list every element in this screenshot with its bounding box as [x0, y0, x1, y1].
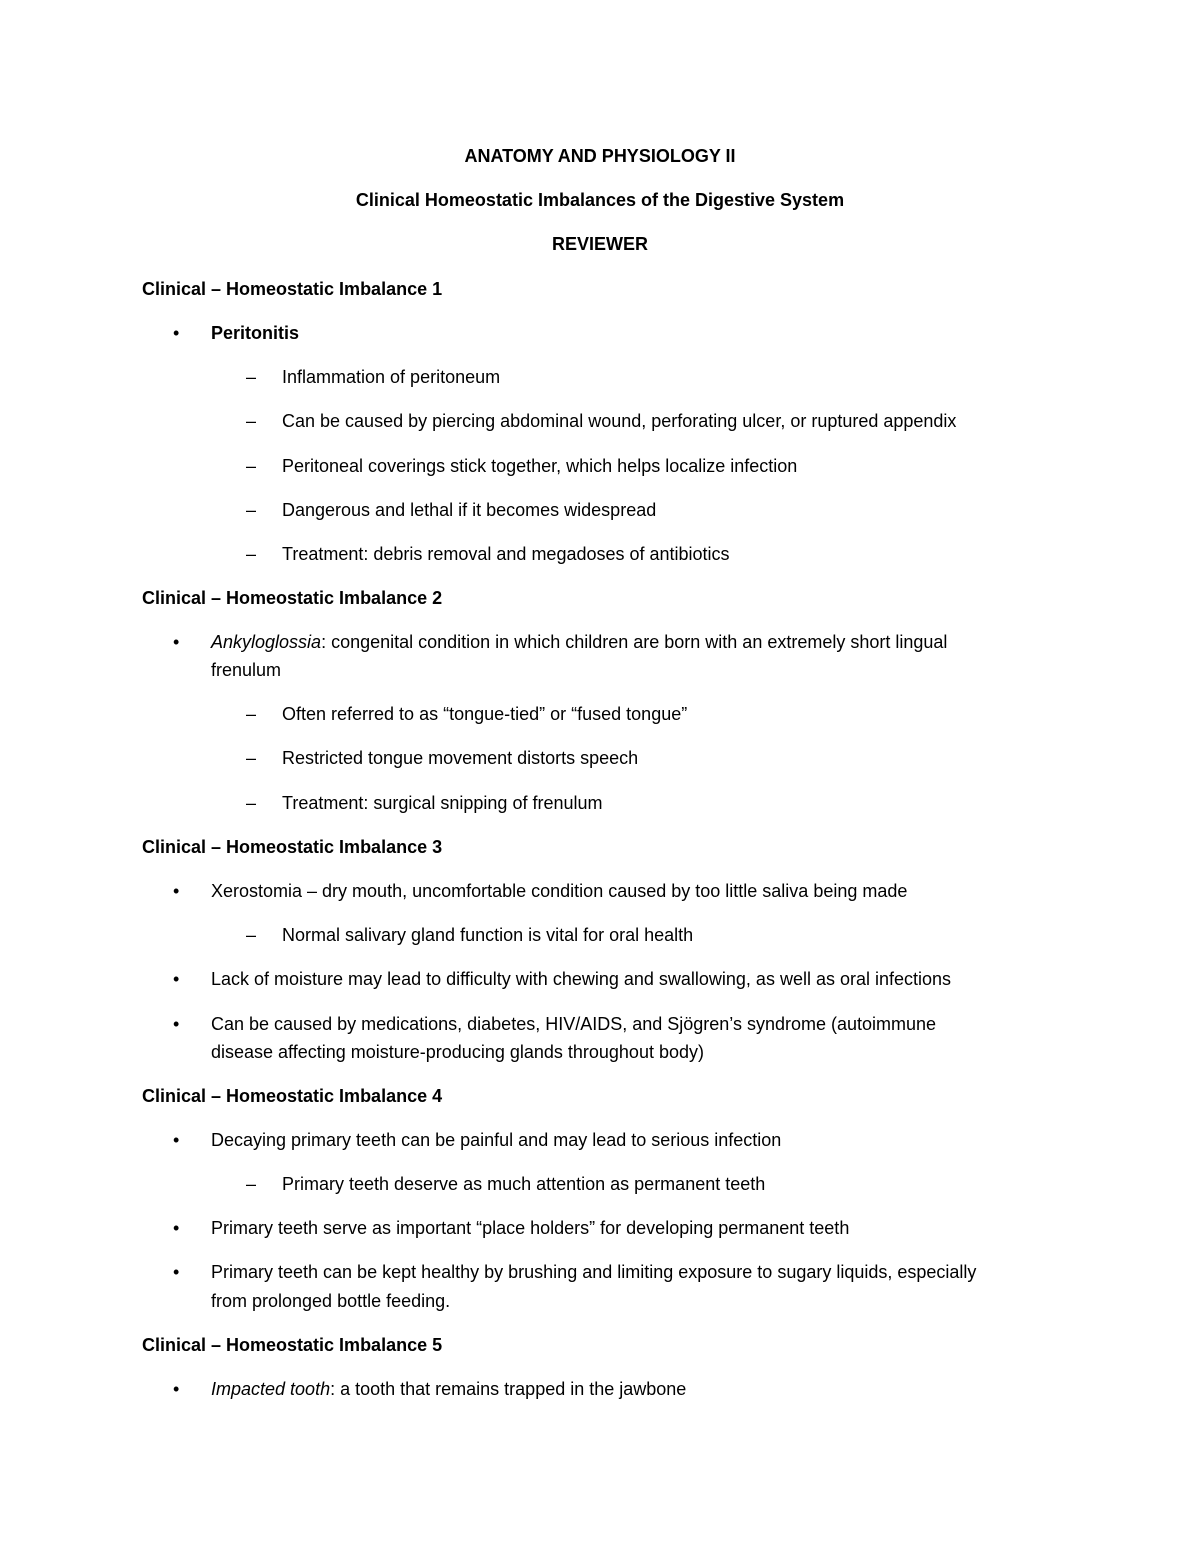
sub-bullet-text: Treatment: surgical snipping of frenulum — [282, 793, 603, 813]
bullet-text-continued: frenulum — [211, 660, 282, 680]
bullet-icon: • — [173, 1218, 180, 1238]
document-subtitle: Clinical Homeostatic Imbalances of the Digestive System — [355, 190, 845, 210]
document-title: ANATOMY AND PHYSIOLOGY II — [464, 146, 736, 166]
dash-icon: – — [246, 748, 257, 768]
sub-bullet-text: Primary teeth deserve as much attention as permanent teeth — [282, 1174, 766, 1194]
dash-icon: – — [246, 500, 257, 520]
bullet-text — [211, 631, 947, 653]
sub-bullet-text: Dangerous and lethal if it becomes widespread — [282, 500, 657, 520]
bullet-text: Primary teeth can be kept healthy by brushing and limiting exposure to sugary liquids, especially — [211, 1262, 977, 1282]
dash-icon: – — [246, 793, 257, 813]
dash-icon: – — [246, 925, 257, 945]
dash-icon: – — [246, 704, 257, 724]
section-heading-4: Clinical – Homeostatic Imbalance 4 — [142, 1086, 443, 1106]
term-text: Impacted tooth — [211, 1379, 331, 1399]
section-heading-3: Clinical – Homeostatic Imbalance 3 — [142, 837, 443, 857]
sub-bullet-text: Normal salivary gland function is vital for oral health — [282, 925, 694, 945]
sub-bullet-text: Inflammation of peritoneum — [282, 367, 501, 387]
bullet-icon: • — [173, 323, 180, 343]
bullet-icon: • — [173, 1379, 180, 1399]
bullet-icon: • — [173, 632, 180, 652]
bullet-text: Peritonitis — [211, 323, 300, 343]
bullet-icon: • — [173, 969, 180, 989]
definition-text: : a tooth that remains trapped in the jawbone — [330, 1379, 687, 1399]
section-heading-1: Clinical – Homeostatic Imbalance 1 — [142, 279, 443, 299]
bullet-icon: • — [173, 1262, 180, 1282]
sub-bullet-text: Often referred to as “tongue-tied” or “fused tongue” — [282, 704, 688, 724]
section-heading-5: Clinical – Homeostatic Imbalance 5 — [142, 1335, 443, 1355]
bullet-text: Xerostomia – dry mouth, uncomfortable condition caused by too little saliva being made — [211, 881, 908, 901]
bullet-text — [211, 1378, 686, 1400]
bullet-icon: • — [173, 1130, 180, 1150]
bullet-text: Can be caused by medications, diabetes, HIV/AIDS, and Sjögren’s syndrome (autoimmune — [211, 1014, 937, 1034]
sub-bullet-text: Can be caused by piercing abdominal wound, perforating ulcer, or ruptured appendix — [282, 411, 957, 431]
dash-icon: – — [246, 544, 257, 564]
bullet-text: Decaying primary teeth can be painful and may lead to serious infection — [211, 1130, 782, 1150]
dash-icon: – — [246, 456, 257, 476]
sub-bullet-text: Treatment: debris removal and megadoses of antibiotics — [282, 544, 730, 564]
section-heading-2: Clinical – Homeostatic Imbalance 2 — [142, 588, 443, 608]
bullet-text: Lack of moisture may lead to difficulty with chewing and swallowing, as well as oral infections — [211, 969, 952, 989]
dash-icon: – — [246, 367, 257, 387]
bullet-text: Primary teeth serve as important “place holders” for developing permanent teeth — [211, 1218, 850, 1238]
bullet-icon: • — [173, 1014, 180, 1034]
sub-bullet-text: Restricted tongue movement distorts speech — [282, 748, 639, 768]
definition-text: : congenital condition in which children are born with an extremely short lingual — [321, 632, 948, 652]
document-type: REVIEWER — [551, 234, 648, 254]
bullet-text-continued: disease affecting moisture-producing glands throughout body) — [211, 1042, 704, 1062]
bullet-icon: • — [173, 881, 180, 901]
bullet-text-continued: from prolonged bottle feeding. — [211, 1291, 451, 1311]
dash-icon: – — [246, 1174, 257, 1194]
sub-bullet-text: Peritoneal coverings stick together, which helps localize infection — [282, 456, 798, 476]
term-text: Ankyloglossia — [211, 632, 322, 652]
dash-icon: – — [246, 411, 257, 431]
